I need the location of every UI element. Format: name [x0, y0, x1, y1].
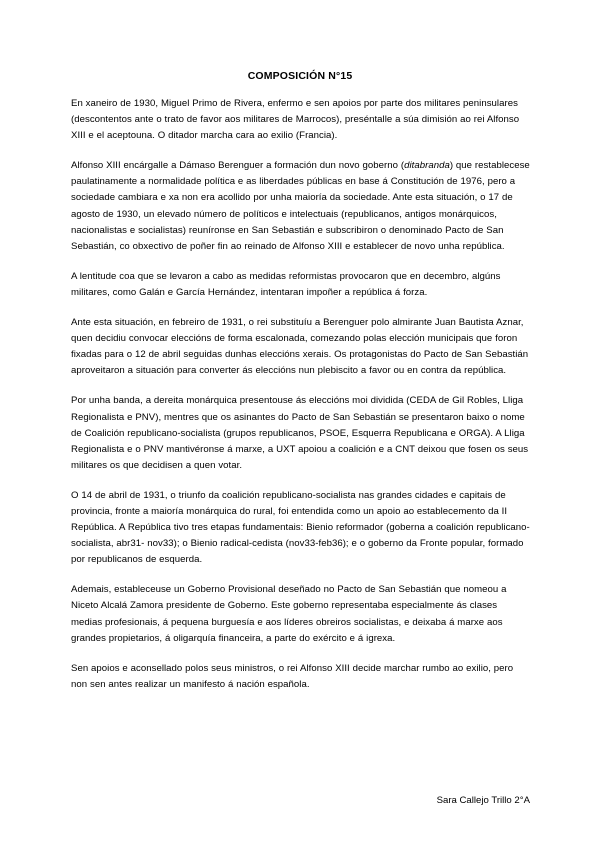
paragraph-2-before-italic: Alfonso XIII encárgalle a Dámaso Berenguer a formación dun novo goberno ( [71, 160, 405, 172]
ditabranda-italic-term: ditabranda [404, 160, 450, 172]
page-title: COMPOSICIÓN N°15 [247, 70, 353, 82]
paragraph-2 [71, 158, 530, 255]
paragraph-3: A lentitude coa que se levaron a cabo as medidas reformistas provocaron que en decembro, algúns militares, como Galán e García Hernández, intentaran impoñer a república á forza. [71, 270, 501, 298]
paragraph-2-after-italic: ) que restablecese paulatinamente a normalidade política e as liberdades públicas en base á Constitución de 1976, pero a sociedade cambiara e xa non era acollido por unha maioría da sociedade. Ante esta situación, o 17 de agosto de 1930, un elevado número de políticos e intelectuais (republicanos, antigos monárquicos, nacionalistas e socialistas) reuníronse en San Sebastián e subscribiron o denominado Pacto de San Sebastián, co obxectivo de poñer fin ao reinado de Alfonso XIII e establecer de novo unha república. [71, 160, 530, 252]
paragraph-8: Sen apoios e aconsellado polos seus ministros, o rei Alfonso XIII decide marchar rumbo ao exilio, pero non sen antes realizar un manifesto á nación española. [71, 662, 514, 690]
paragraph-7: Ademais, estableceuse un Goberno Provisional deseñado no Pacto de San Sebastián que nomeou a Niceto Alcalá Zamora presidente de Goberno. Este goberno representaba especialmente ás clases medias profesionais, á pequena burguesía e aos líderes obreiros socialistas, e deixaba á marxe aos grandes propietarios, á oligarquía financeira, a parte do exército e á igrexa. [71, 584, 507, 644]
paragraph-6: O 14 de abril de 1931, o triunfo da coalición republicano-socialista nas grandes cidades e capitais de provincia, fronte a maioría monárquica do rural, foi entendida como un apoio ao establecemento da II República. A República tivo tres etapas fundamentais: Bienio reformador (goberna a coalición republicano-socialista, abr31- nov33); o Bienio radical-cedista (nov33-feb36); e o goberno da Fronte popular, formado por republicanos de esquerda. [71, 489, 530, 566]
author-signature: Sara Callejo Trillo 2°A [436, 795, 530, 806]
paragraph-4: Ante esta situación, en febreiro de 1931, o rei substituíu a Berenguer polo almirante Juan Bautista Aznar, quen decidiu convocar eleccións de forma escalonada, comezando polas elección municipais que foron fixadas para o 12 de abril seguidas dunhas eleccións xerais. Os protagonistas do Pacto de San Sebastián aproveitaron a situación para converter ás eleccións nun plebiscito a favor ou en contra da república. [71, 317, 529, 377]
document-body [71, 96, 530, 693]
paragraph-5: Por unha banda, a dereita monárquica presentouse ás eleccións moi dividida (CEDA de Gil Robles, Lliga Regionalista e PNV), mentres que os asinantes do Pacto de San Sebastián se presentaron baixo o nome de Coalición republicano-socialista (grupos republicanos, PSOE, Esquerra Republicana e ORGA). A Lliga Regionalista e o PNV mantivéronse á marxe, a UXT apoiou a coalición e a CNT deixou que fosen os seus militares os que decidisen a quen votar. [71, 395, 529, 471]
paragraph-1: En xaneiro de 1930, Miguel Primo de Rivera, enfermo e sen apoios por parte dos militares peninsulares (descontentos ante o trato de favor aos militares de Marrocos), preséntalle a súa dimisión ao rei Alfonso XIII e el aceptouna. O ditador marcha cara ao exilio (Francia). [71, 98, 520, 142]
